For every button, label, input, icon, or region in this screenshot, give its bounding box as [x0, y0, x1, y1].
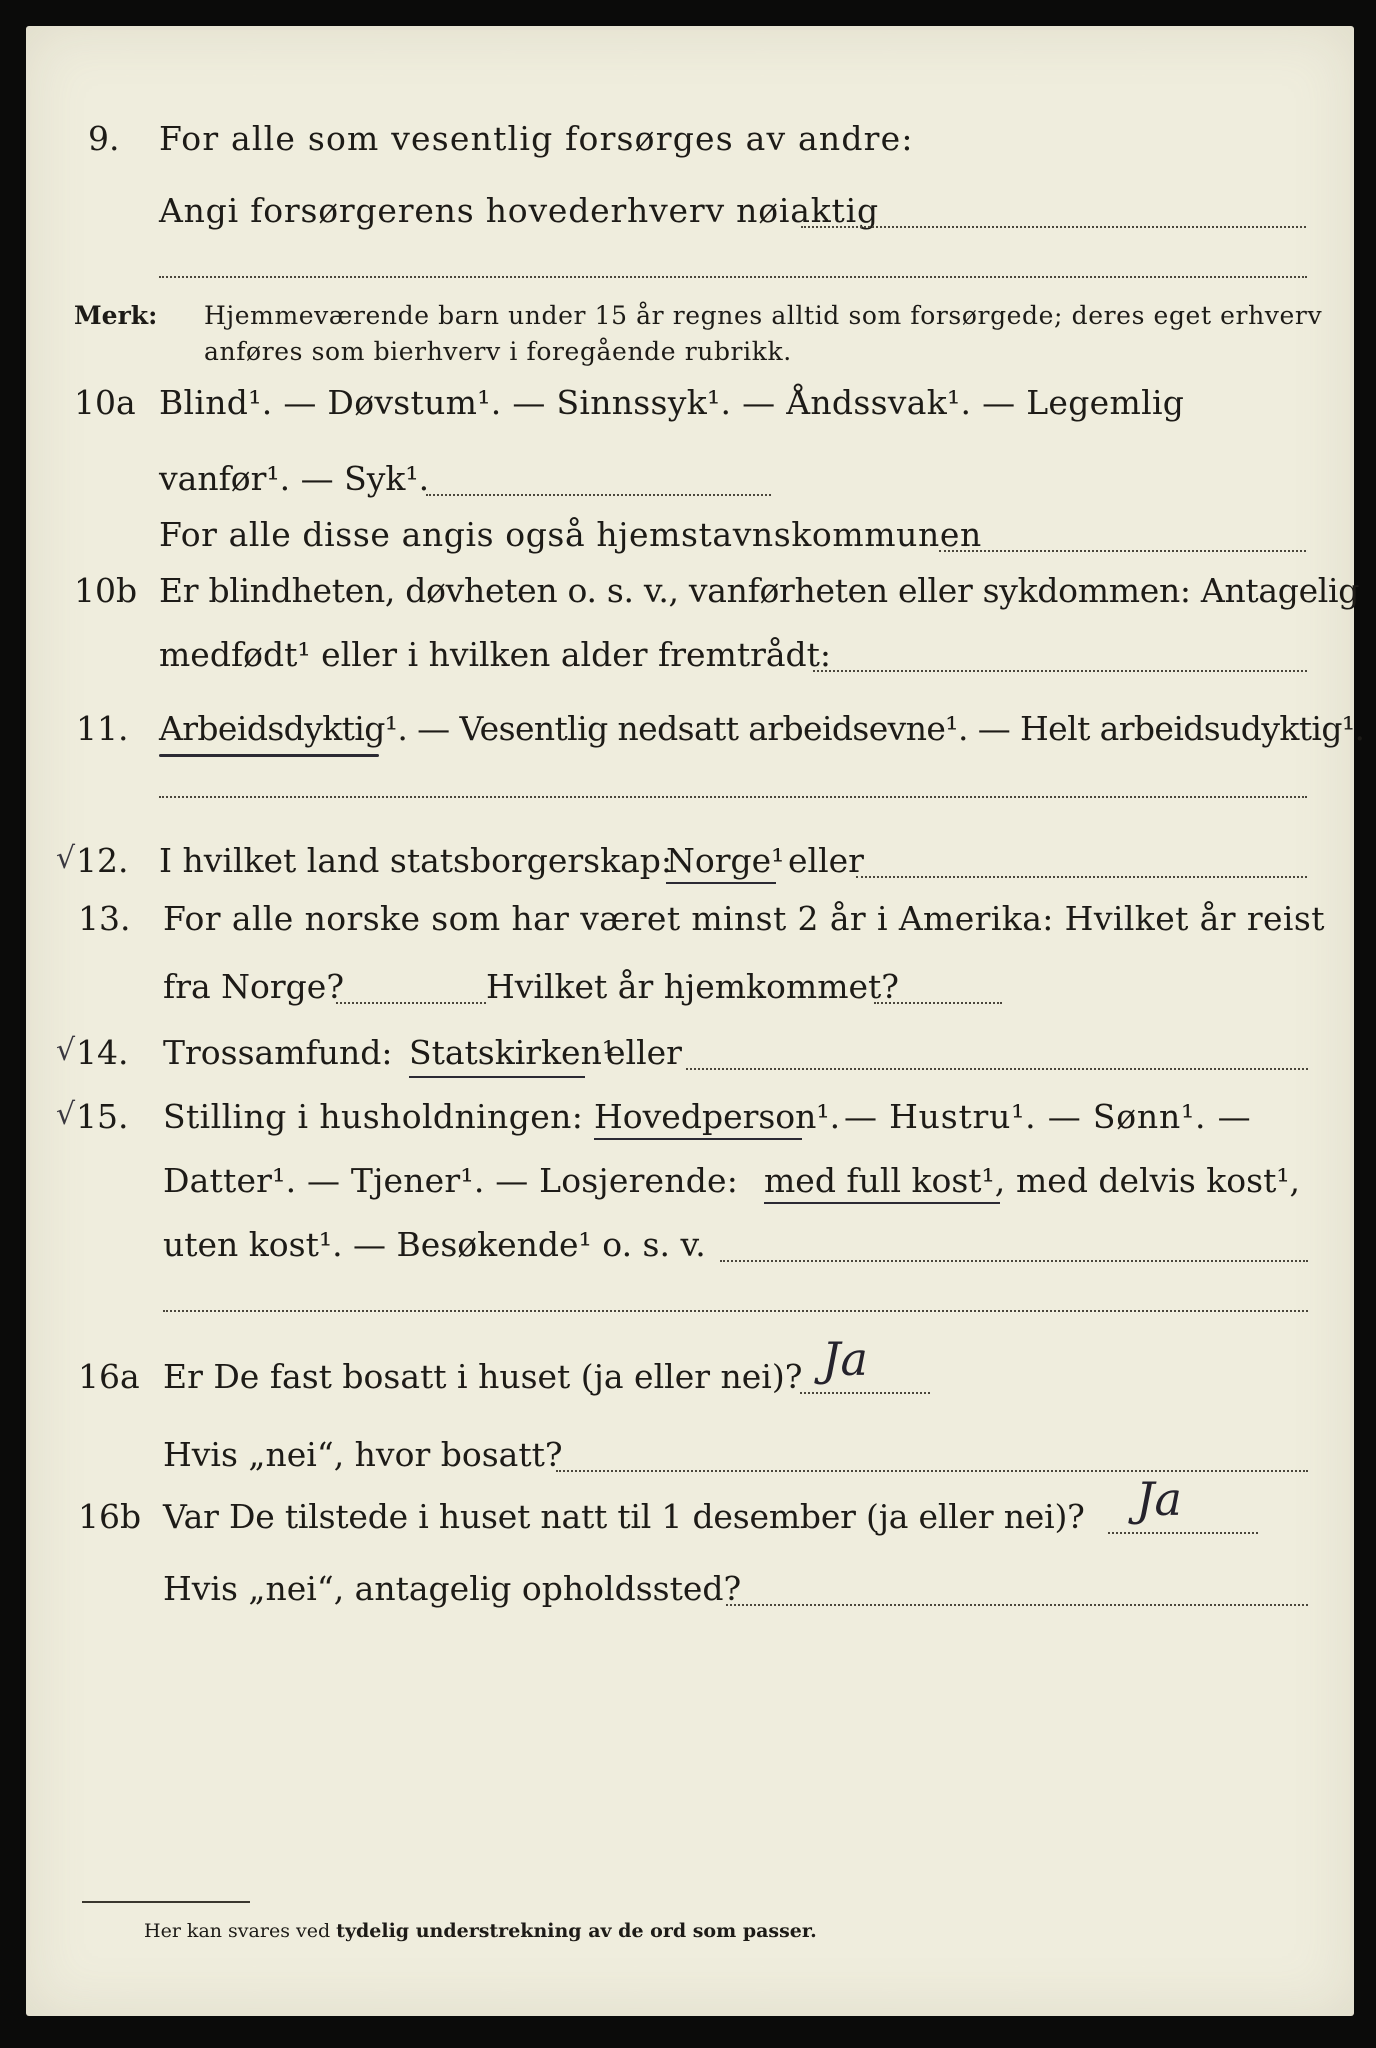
q15-line2a: Datter¹. — Tjener¹. — Losjerende: — [163, 1161, 739, 1200]
footnote-rule — [82, 1901, 250, 1903]
merk-label: Merk: — [74, 301, 158, 330]
q9-line2: Angi forsørgerens hovederhverv nøiaktig — [159, 191, 879, 230]
q10b-answer-line[interactable] — [813, 670, 1307, 672]
q16a-handwritten-answer: Ja — [822, 1332, 868, 1386]
q10a-number: 10a — [74, 383, 136, 422]
footnote — [144, 1922, 817, 1941]
q15-check-mark: √ — [56, 1097, 76, 1132]
q15-line1a: Stilling i husholdningen: — [163, 1097, 584, 1136]
q15-number: 15. — [76, 1097, 129, 1136]
q15-answer-line-2[interactable] — [163, 1310, 1308, 1312]
merk-line2: anføres som bierhverv i foregående rubrikk. — [204, 337, 792, 366]
q13-hjemkommet-line[interactable] — [874, 1002, 1002, 1004]
q10b-number: 10b — [74, 571, 138, 610]
q10a-line2: vanfør¹. — Syk¹. — [159, 459, 430, 498]
q12-number: 12. — [76, 841, 129, 880]
q15-line2b: med full kost¹, — [764, 1161, 1006, 1200]
q11-line1: Arbeidsdyktig¹. — Vesentlig nedsatt arbeidsevne¹. — Helt arbeidsudyktig¹. — [159, 709, 1365, 748]
merk-line1: Hjemmeværende barn under 15 år regnes alltid som forsørgede; deres eget erhverv — [204, 301, 1323, 330]
q15-answer-line[interactable] — [720, 1260, 1308, 1262]
q15-line2c: med delvis kost¹, — [1016, 1161, 1301, 1200]
q12-answer-line[interactable] — [856, 876, 1307, 878]
q13-reist-line[interactable] — [336, 1002, 486, 1004]
census-form-page — [26, 26, 1365, 2016]
q14-label: Trossamfund: — [163, 1033, 393, 1072]
q9-line1: For alle som vesentlig forsørges av andre: — [159, 119, 914, 158]
q11-underline-arbeidsdyktig — [159, 754, 379, 757]
footnote-emphasis: tydelig understrekning av de ord som passer. — [336, 1920, 817, 1942]
q15-line1b: Hovedperson¹. — [594, 1097, 841, 1136]
q13-line2b: Hvilket år hjemkommet? — [486, 967, 899, 1006]
q12-line1: I hvilket land statsborgerskap: — [159, 841, 673, 880]
q14-check-mark: √ — [56, 1033, 76, 1068]
q16a-line2: Hvis „nei“, hvor bosatt? — [163, 1435, 563, 1474]
q14-tail: eller — [606, 1033, 682, 1072]
q10b-line2: medfødt¹ eller i hvilken alder fremtrådt: — [159, 635, 832, 674]
q16b-number: 16b — [78, 1497, 142, 1536]
q16b-line2: Hvis „nei“, antagelig opholdssted? — [163, 1569, 742, 1608]
q12-check-mark: √ — [56, 841, 76, 876]
q15-line1c: — Hustru¹. — Sønn¹. — — [844, 1097, 1252, 1136]
q12-answer: Norge¹ — [666, 841, 785, 880]
q16a-answer-line[interactable] — [800, 1392, 930, 1394]
q14-answer-line[interactable] — [686, 1068, 1308, 1070]
q9-answer-line-2[interactable] — [159, 276, 1307, 278]
footnote-lead: Her kan svares ved — [144, 1920, 331, 1942]
q13-line1: For alle norske som har været minst 2 år i Amerika: Hvilket år reist — [163, 899, 1325, 938]
q10a-line3: For alle disse angis også hjemstavnskommunen — [159, 515, 982, 554]
q9-answer-line[interactable] — [801, 226, 1306, 228]
q14-answer: Statskirken¹ — [409, 1033, 616, 1072]
q16b-handwritten-answer: Ja — [1136, 1472, 1182, 1526]
q11-number: 11. — [76, 709, 129, 748]
q9-number: 9. — [88, 119, 120, 158]
q12-tail: eller — [788, 841, 864, 880]
q10b-line1: Er blindheten, døvheten o. s. v., vanførheten eller sykdommen: Antagelig — [159, 571, 1360, 610]
q16a-line1: Er De fast bosatt i huset (ja eller nei)? — [163, 1357, 803, 1396]
q16a-bosatt-line[interactable] — [556, 1470, 1308, 1472]
q12-underline-norge — [666, 882, 776, 884]
q10a-hjemstavn-line[interactable] — [939, 550, 1306, 552]
q16a-number: 16a — [78, 1357, 140, 1396]
q14-number: 14. — [76, 1033, 129, 1072]
q10a-line1: Blind¹. — Døvstum¹. — Sinnssyk¹. — Åndssvak¹. — Legemlig — [159, 383, 1185, 422]
q10a-answer-line[interactable] — [426, 494, 771, 496]
q16b-opholdssted-line[interactable] — [726, 1604, 1308, 1606]
q11-answer-line[interactable] — [159, 796, 1307, 798]
q15-underline-med-full-kost — [764, 1202, 1000, 1204]
q13-line2a: fra Norge? — [163, 967, 345, 1006]
q15-underline-hovedperson — [594, 1138, 802, 1140]
q14-underline-statskirken — [409, 1076, 585, 1078]
q13-number: 13. — [78, 899, 131, 938]
q16b-line1: Var De tilstede i huset natt til 1 desember (ja eller nei)? — [163, 1497, 1085, 1536]
q15-line3: uten kost¹. — Besøkende¹ o. s. v. — [163, 1225, 706, 1264]
q16b-answer-line[interactable] — [1108, 1532, 1258, 1534]
